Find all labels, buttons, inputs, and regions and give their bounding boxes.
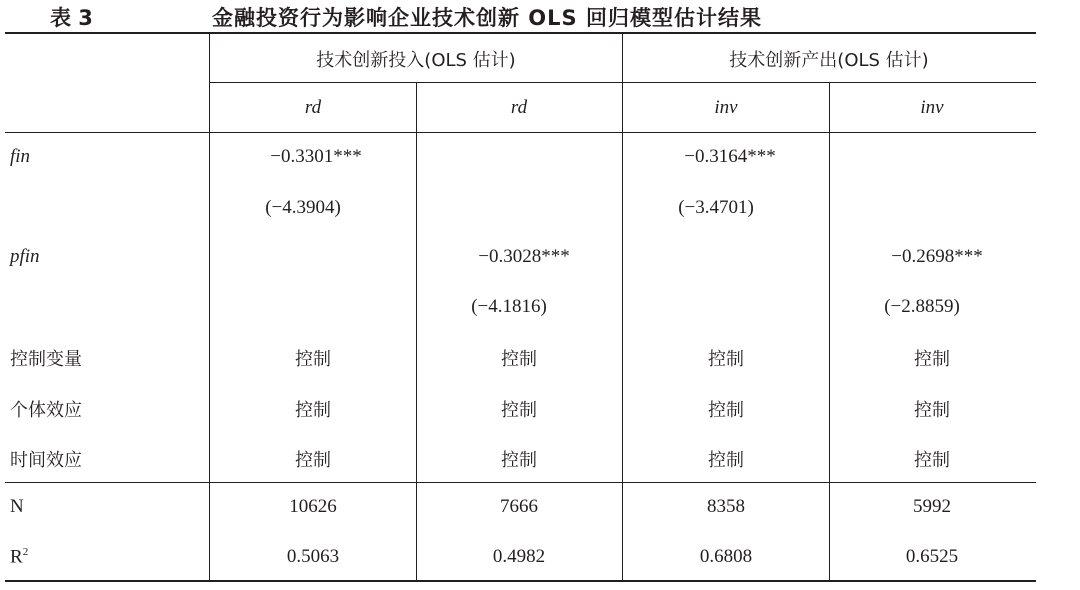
r2-col3: 0.6808 xyxy=(699,546,753,567)
group-header-input: 技术创新投入(OLS 估计) xyxy=(316,50,516,71)
row-label-pfin: pfin xyxy=(10,246,40,267)
row-label-fin: fin xyxy=(10,146,31,167)
body-divider-rule xyxy=(5,482,1036,483)
table-number: 表 3 xyxy=(50,6,93,30)
controls-col4: 控制 xyxy=(914,349,950,370)
time-col3: 控制 xyxy=(708,450,744,471)
time-col2: 控制 xyxy=(501,450,537,471)
var-header-4: inv xyxy=(920,97,944,118)
fin-coef-col3: −0.3164*** xyxy=(684,146,776,167)
row-label-r2 xyxy=(10,546,28,568)
group-header-output: 技术创新产出(OLS 估计) xyxy=(729,50,929,71)
r2-col2: 0.4982 xyxy=(492,546,546,567)
fin-tstat-col3: (−3.4701) xyxy=(678,197,754,218)
fin-tstat-col1: (−4.3904) xyxy=(265,197,341,218)
row-label-individual: 个体效应 xyxy=(10,400,82,421)
var-header-3: inv xyxy=(714,97,738,118)
time-col1: 控制 xyxy=(295,450,331,471)
var-header-2: rd xyxy=(510,97,528,118)
time-col4: 控制 xyxy=(914,450,950,471)
r2-symbol: R xyxy=(10,546,23,568)
col-divider-3 xyxy=(622,34,623,580)
controls-col3: 控制 xyxy=(708,349,744,370)
pfin-tstat-col2: (−4.1816) xyxy=(471,296,547,317)
table-title: 金融投资行为影响企业技术创新 OLS 回归模型估计结果 xyxy=(212,6,762,30)
n-col3: 8358 xyxy=(707,496,745,517)
pfin-coef-col2: −0.3028*** xyxy=(478,246,570,267)
col-divider-4 xyxy=(829,82,830,580)
r2-col4: 0.6525 xyxy=(905,546,959,567)
header-bottom-rule xyxy=(5,132,1036,133)
n-col1: 10626 xyxy=(289,496,337,517)
individual-col2: 控制 xyxy=(501,400,537,421)
r2-superscript: 2 xyxy=(22,546,29,558)
table-caption xyxy=(0,0,1080,32)
row-label-time: 时间效应 xyxy=(10,450,82,471)
fin-coef-col1: −0.3301*** xyxy=(270,146,362,167)
controls-col1: 控制 xyxy=(295,349,331,370)
individual-col1: 控制 xyxy=(295,400,331,421)
bottom-rule xyxy=(5,580,1036,582)
row-label-controls: 控制变量 xyxy=(10,349,82,370)
col-divider-1 xyxy=(209,34,210,580)
n-col4: 5992 xyxy=(913,496,951,517)
individual-col3: 控制 xyxy=(708,400,744,421)
individual-col4: 控制 xyxy=(914,400,950,421)
pfin-tstat-col4: (−2.8859) xyxy=(884,296,960,317)
controls-col2: 控制 xyxy=(501,349,537,370)
row-label-n: N xyxy=(10,496,24,517)
r2-col1: 0.5063 xyxy=(286,546,340,567)
pfin-coef-col4: −0.2698*** xyxy=(891,246,983,267)
var-header-1: rd xyxy=(304,97,322,118)
col-divider-2 xyxy=(416,82,417,580)
n-col2: 7666 xyxy=(500,496,538,517)
header-group-rule xyxy=(210,82,1036,83)
top-rule xyxy=(5,32,1036,34)
